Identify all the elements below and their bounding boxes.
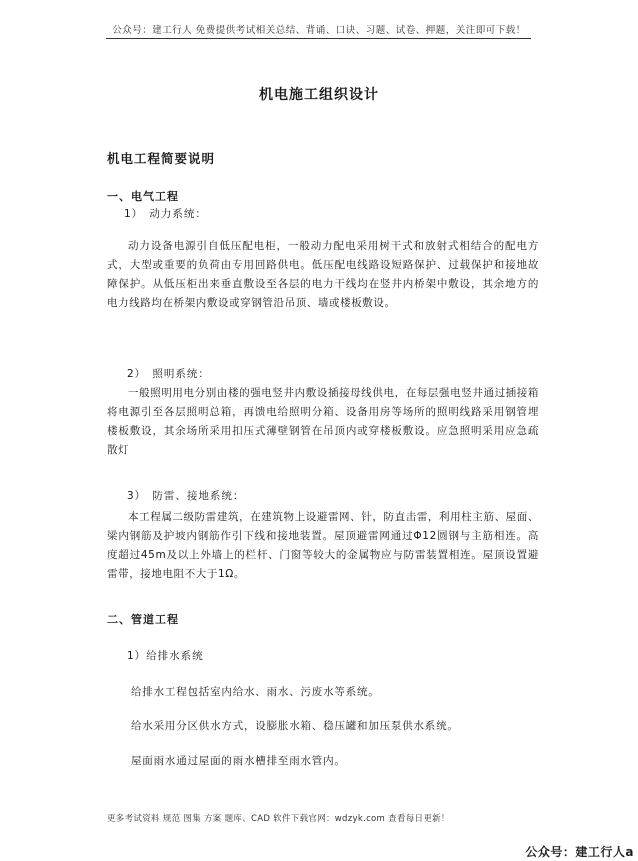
heading-power-system: 1） 动力系统： [124, 208, 207, 220]
paragraph-power-system: 动力设备电源引自低压配电柜，一般动力配电采用树干式和放射式相结合的配电方式，大型或重要的负荷由专用回路供电。低压配电线路设短路保护、过载保护和接地故障保护。从低压柜出来垂直敷设至各层的电力干线均在竖井内桥架中敷设，其余地方的电力线路均在桥架内敷设或穿钢管沿吊顶、墙或楼板敷设。 [107, 240, 539, 309]
document-title: 机电施工组织设计 [259, 87, 379, 103]
text-water-line-3: 屋面雨水通过屋面的雨水槽排至雨水管内。 [131, 755, 346, 767]
footer-watermark: 公众号：建工行人a [525, 845, 634, 859]
heading-water-system: 1）给排水系统 [127, 650, 204, 662]
text-water-line-1: 给排水工程包括室内给水、雨水、污废水等系统。 [131, 686, 380, 698]
header-notice: 公众号：建工行人 免费提供考试相关总结、背诵、口诀、习题、试卷、押题，关注即可下载！ [112, 25, 526, 36]
paragraph-lighting-system: 一般照明用电分别由楼的强电竖井内敷设插接母线供电，在每层强电竖井通过插接箱将电源引至各层照明总箱，再馈电给照明分箱、设备用房等场所的照明线路采用钢管埋楼板敷设，其余场所采用扣压式薄壁钢管在吊顶内或穿楼板敷设。应急照明采用应急疏散灯 [107, 387, 539, 456]
heading-electrical: 一、电气工程 [107, 190, 179, 203]
footer-info: 更多考试资料 规范 图集 方案 题库、CAD 软件下载官网：wdzyk.com 查看每日更新！ [107, 814, 450, 824]
heading-lightning-grounding: 3） 防雷、接地系统： [127, 490, 245, 502]
text-water-line-2: 给水采用分区供水方式，设膨胀水箱、稳压罐和加压泵供水系统。 [131, 720, 459, 732]
paragraph-lightning-grounding: 本工程属二级防雷建筑，在建筑物上设避雷网、针，防直击雷，利用柱主筋、屋面、梁内钢筋及护坡内钢筋作引下线和接地装置。屋顶避雷网通过Φ12圆钢与主筋相连。高度超过45m及以上外墙上的栏杆、门窗等较大的金属物应与防雷装置相连。屋顶设置避雷带，接地电阻不大于1Ω。 [107, 511, 539, 580]
header-divider [106, 38, 531, 39]
heading-plumbing: 二、管道工程 [107, 613, 179, 626]
heading-lighting-system: 2） 照明系统： [127, 368, 210, 380]
section-title: 机电工程简要说明 [107, 151, 216, 166]
